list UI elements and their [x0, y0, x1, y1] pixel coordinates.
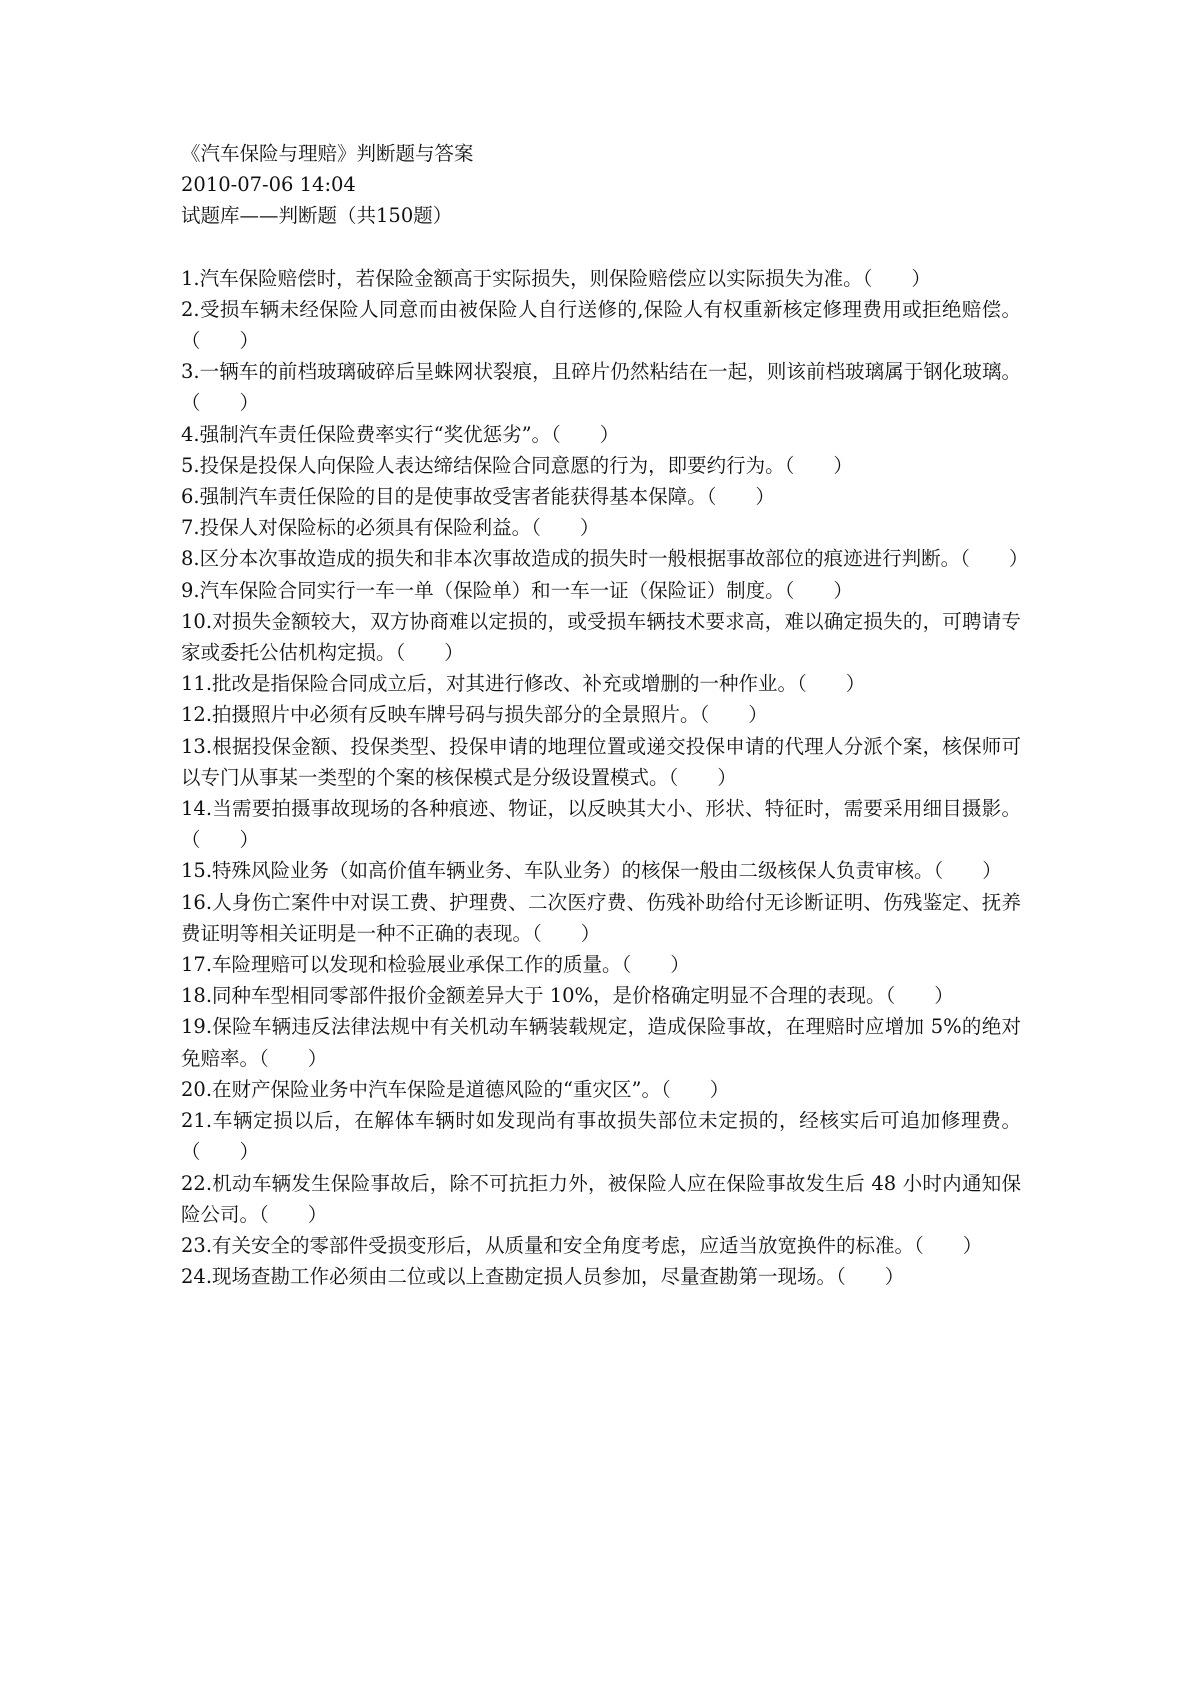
blank-line: [181, 232, 1021, 263]
question-item: 12.拍摄照片中必须有反映车牌号码与损失部分的全景照片。（ ）: [181, 703, 768, 727]
document-title: 《汽车保险与理赔》判断题与答案: [181, 142, 474, 165]
question-item: 8.区分本次事故造成的损失和非本次事故造成的损失时一般根据事故部位的痕迹进行判断。（ ）: [181, 547, 1029, 571]
question-list: [181, 263, 1029, 1293]
question-item: 21.车辆定损以后，在解体车辆时如发现尚有事故损失部位未定损的，经核实后可追加修理费。（ ）: [181, 1109, 1021, 1164]
question-item: 17.车险理赔可以发现和检验展业承保工作的质量。（ ）: [181, 953, 690, 977]
question-item: 6.强制汽车责任保险的目的是使事故受害者能获得基本保障。（ ）: [181, 485, 775, 509]
question-item: 9.汽车保险合同实行一车一单（保险单）和一车一证（保险证）制度。（ ）: [181, 578, 853, 602]
question-item: 11.批改是指保险合同成立后，对其进行修改、补充或增删的一种作业。（ ）: [181, 672, 866, 696]
question-item: 20.在财产保险业务中汽车保险是道德风险的“重灾区”。（ ）: [181, 1077, 730, 1101]
question-item: 10.对损失金额较大，双方协商难以定损的，或受损车辆技术要求高，难以确定损失的，可聘请专家或委托公估机构定损。（ ）: [181, 609, 1021, 665]
question-item: 4.强制汽车责任保险费率实行“奖优惩劣”。（ ）: [181, 422, 620, 446]
question-item: 3.一辆车的前档玻璃破碎后呈蛛网状裂痕，且碎片仍然粘结在一起，则该前档玻璃属于钢化玻璃。（ ）: [181, 360, 1021, 415]
question-item: 14.当需要拍摄事故现场的各种痕迹、物证，以反映其大小、形状、特征时，需要采用细目摄影。（ ）: [181, 797, 1021, 852]
question-item: 19.保险车辆违反法律法规中有关机动车辆装载规定，造成保险事故，在理赔时应增加 5%的绝对免赔率。（ ）: [181, 1015, 1021, 1070]
question-item: 2.受损车辆未经保险人同意而由被保险人自行送修的,保险人有权重新核定修理费用或拒绝赔偿。（ ）: [181, 297, 1021, 353]
question-item: 1.汽车保险赔偿时，若保险金额高于实际损失，则保险赔偿应以实际损失为准。（ ）: [181, 266, 931, 290]
question-item: 15.特殊风险业务（如高价值车辆业务、车队业务）的核保一般由二级核保人负责审核。（ ）: [181, 859, 1002, 883]
question-item: 7.投保人对保险标的必须具有保险利益。（ ）: [181, 516, 600, 540]
question-item: 16.人身伤亡案件中对误工费、护理费、二次医疗费、伤残补助给付无诊断证明、伤残鉴定、抚养费证明等相关证明是一种不正确的表现。（ ）: [181, 890, 1021, 945]
question-item: 13.根据投保金额、投保类型、投保申请的地理位置或递交投保申请的代理人分派个案，核保师可以专门从事某一类型的个案的核保模式是分级设置模式。（ ）: [181, 734, 1021, 789]
question-item: 22.机动车辆发生保险事故后，除不可抗拒力外，被保险人应在保险事故发生后 48 小时内通知保险公司。（ ）: [181, 1171, 1021, 1226]
question-item: 23.有关安全的零部件受损变形后，从质量和安全角度考虑，应适当放宽换件的标准。（ ）: [181, 1233, 983, 1257]
document-page: [181, 138, 1029, 1292]
document-timestamp: 2010-07-06 14:04: [181, 173, 356, 197]
question-item: 24.现场查勘工作必须由二位或以上查勘定损人员参加，尽量查勘第一现场。（ ）: [181, 1265, 905, 1289]
document-subtitle: 试题库——判断题（共150题）: [181, 204, 453, 228]
question-item: 18.同种车型相同零部件报价金额差异大于 10%，是价格确定明显不合理的表现。（ ）: [181, 984, 954, 1008]
question-item: 5.投保是投保人向保险人表达缔结保险合同意愿的行为，即要约行为。（ ）: [181, 453, 853, 477]
